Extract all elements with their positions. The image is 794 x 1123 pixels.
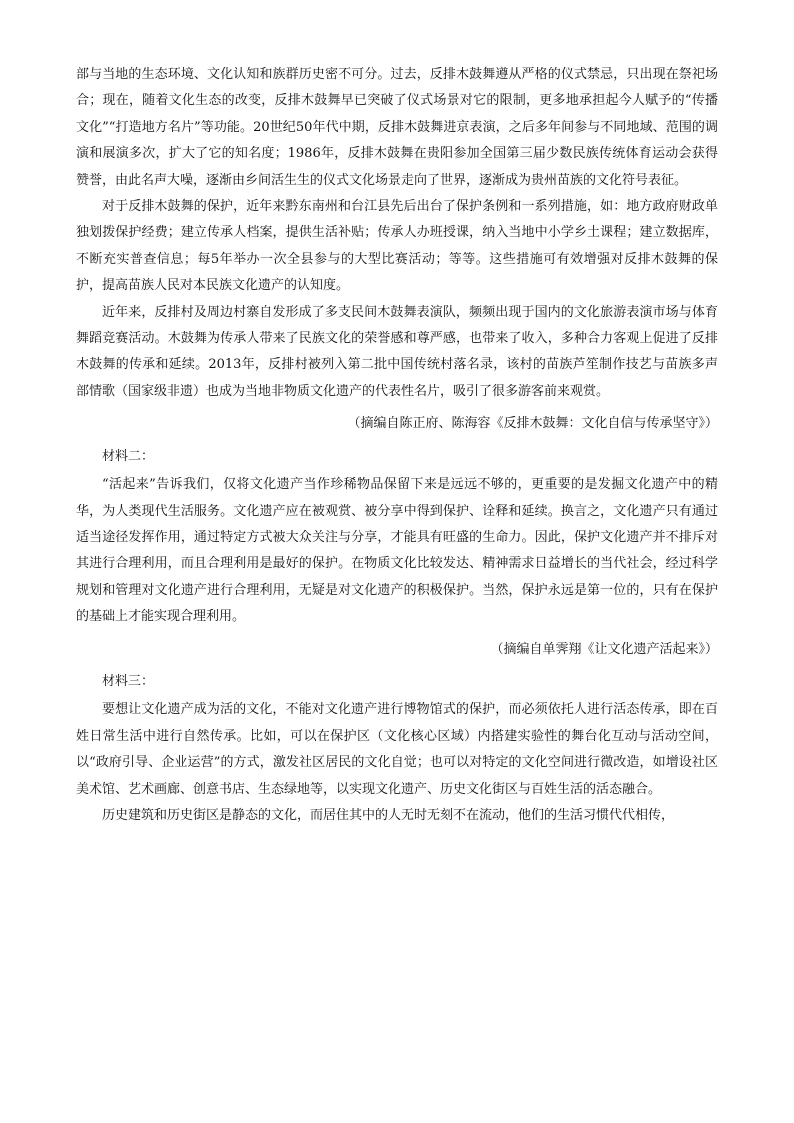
paragraph-2: 对于反排木鼓舞的保护，近年来黔东南州和台江县先后出台了保护条例和一系列措施，如：地方政府财政单独划拨保护经费；建立传承人档案，提供生活补贴；传承人办班授课，纳入当地中小学乡土课程；建立数据库，不断充实普查信息；每5年举办一次全县参与的大型比赛活动；等等。这些措施可有效增强对反排木鼓舞的保护，提高苗族人民对本民族文化遗产的认知度。 [76,199,718,294]
material-2-label: 材料二： [102,448,155,464]
source-citation-2: （摘编自单霁翔《让文化遗产活起来》） [490,641,718,657]
source-citation-1: （摘编自陈正府、陈海容《反排木鼓舞：文化自信与传承坚守》） [347,416,718,432]
document-page [76,62,718,829]
material-2-paragraph: “活起来”告诉我们，仅将文化遗产当作珍稀物品保留下来是远远不够的，更重要的是发掘文化遗产中的精华，为人类现代生活服务。文化遗产应在被观赏、被分享中得到保护、诠释和延续。换言之，文化遗产只有通过适当途径发挥作用，通过特定方式被大众关注与分享，才能具有旺盛的生命力。因此，保护文化遗产并不排斥对其进行合理利用，而且合理利用是最好的保护。在物质文化比较发达、精神需求日益增长的当代社会，经过科学规划和管理对文化遗产进行合理利用，无疑是对文化遗产的积极保护。当然，保护永远是第一位的，只有在保护的基础上才能实现合理利用。 [76,477,718,625]
material-3-paragraph-1: 要想让文化遗产成为活的文化，不能对文化遗产进行博物馆式的保护，而必须依托人进行活态传承，即在百姓日常生活中进行自然传承。比如，可以在保护区（文化核心区域）内搭建实验性的舞台化互动与活动空间，以“政府引导、企业运营”的方式，激发社区居民的文化自觉；也可以对特定的文化空间进行微改造，如增设社区美术馆、艺术画廊、创意书店、生态绿地等，以实现文化遗产、历史文化街区与百姓生活的活态融合。 [76,702,718,797]
material-3-label: 材料三： [102,673,155,689]
paragraph-1: 部与当地的生态环境、文化认知和族群历史密不可分。过去，反排木鼓舞遵从严格的仪式禁忌，只出现在祭祀场合；现在，随着文化生态的改变，反排木鼓舞早已突破了仪式场景对它的限制，更多地承担起今人赋予的“传播文化”“打造地方名片”等功能。20世纪50年代中期，反排木鼓舞进京表演，之后多年间参与不同地域、范围的调演和展演多次，扩大了它的知名度；1986年，反排木鼓舞在贵阳参加全国第三届少数民族传统体育运动会获得赞誉，由此名声大噪，逐渐由乡间活生生的仪式文化场景走向了世界，逐渐成为贵州苗族的文化符号表征。 [76,67,718,188]
paragraph-3: 近年来，反排村及周边村寨自发形成了多支民间木鼓舞表演队，频频出现于国内的文化旅游表演市场与体育舞蹈竞赛活动。木鼓舞为传承人带来了民族文化的荣誉感和尊严感，也带来了收入，多种合力客观上促进了反排木鼓舞的传承和延续。2013年，反排村被列入第二批中国传统村落名录，该村的苗族芦笙制作技艺与苗族多声部情歌（国家级非遗）也成为当地非物质文化遗产的代表性名片，吸引了很多游客前来观赏。 [76,304,718,399]
material-3-paragraph-2: 历史建筑和历史街区是静态的文化，而居住其中的人无时无刻不在流动，他们的生活习惯代代相传， [102,807,675,823]
